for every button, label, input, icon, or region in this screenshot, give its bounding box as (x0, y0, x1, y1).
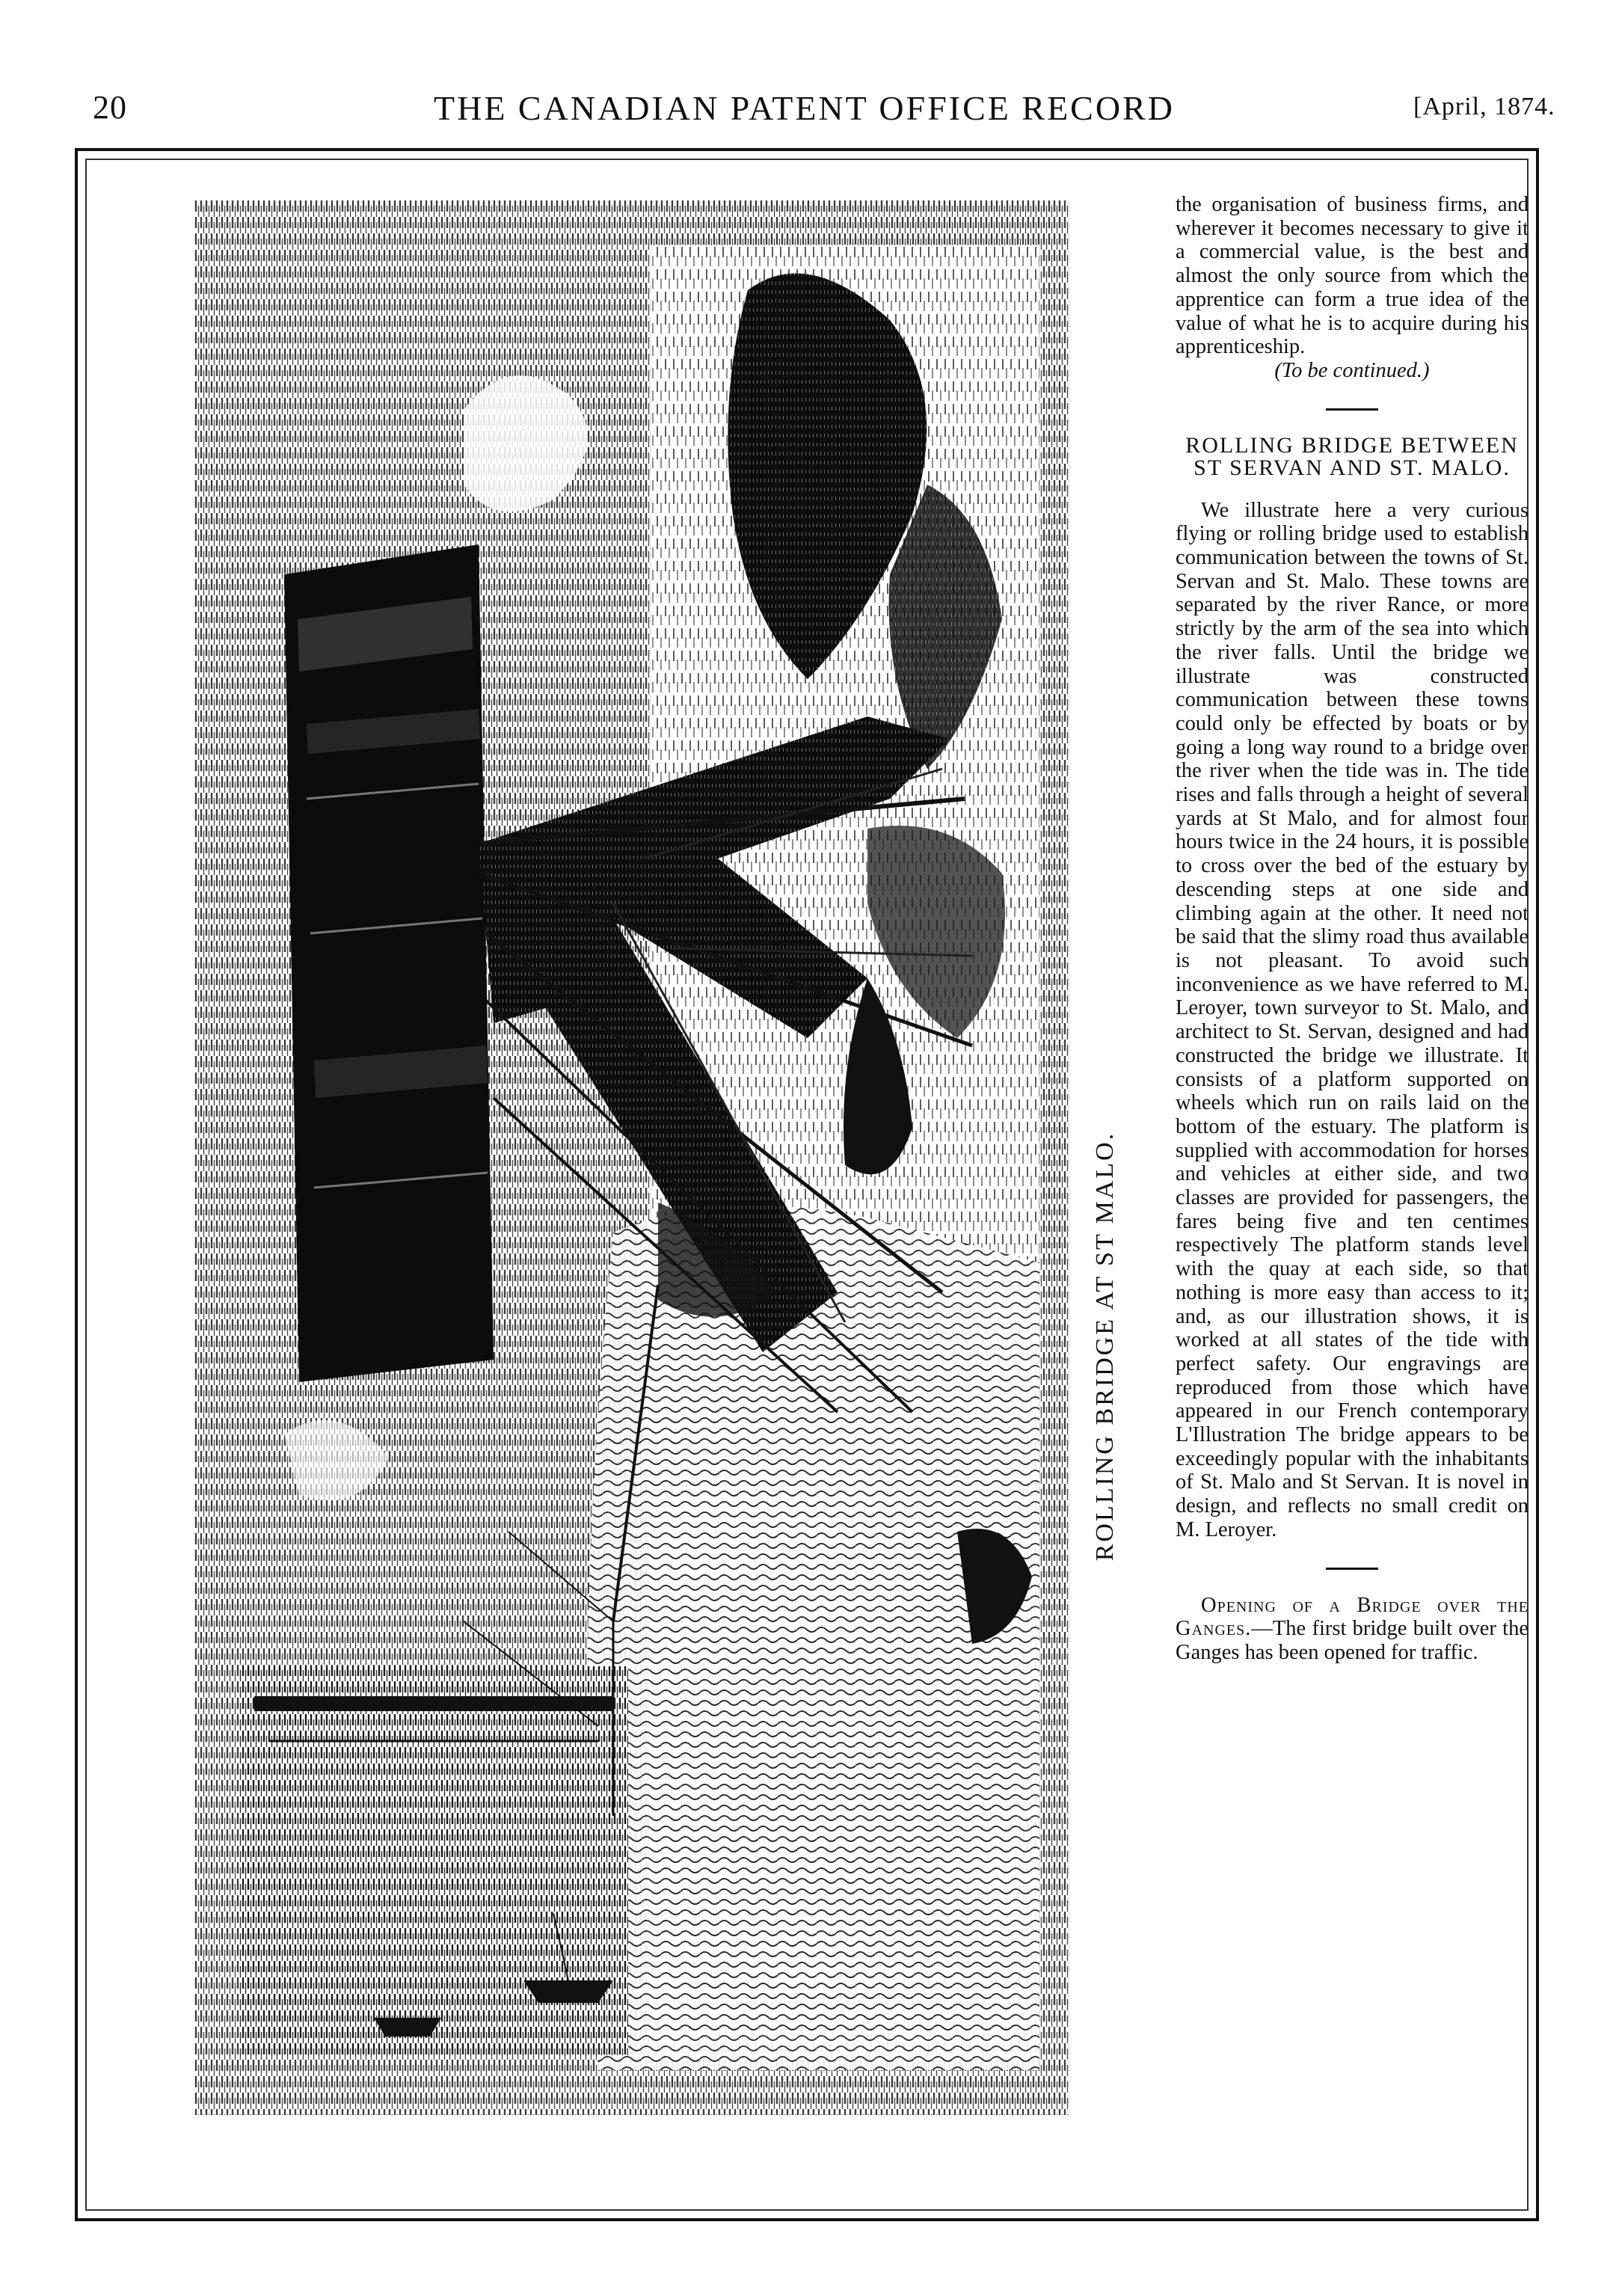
article-continuation-text: the organisation of business firms, and wherever it becomes necessary to give it a commercial value, is the best and almost the only source from which the apprentice can form a true idea of the value of what he is to acquire during his apprenticeship. (1176, 193, 1528, 359)
section-divider (1326, 1568, 1378, 1570)
news-item-lead: Opening of a Bridge over the Ganges. (1176, 1593, 1528, 1641)
illustration-caption: ROLLING BRIDGE AT ST MALO. (1091, 1131, 1119, 1562)
section-divider (1326, 408, 1378, 411)
article-heading: ROLLING BRIDGE BETWEEN ST SERVAN AND ST. MALO. (1185, 432, 1519, 480)
page-header (0, 88, 1613, 141)
issue-date: [April, 1874. (1413, 93, 1555, 120)
journal-title: THE CANADIAN PATENT OFFICE RECORD (434, 89, 1175, 127)
news-item-body: —The first bridge built over the Ganges has been opened for traffic. (1176, 1617, 1528, 1664)
page-number: 20 (93, 89, 127, 126)
illustration-caption-wrap (1083, 972, 1128, 1720)
text-column (1176, 193, 1528, 1665)
rolling-bridge-engraving (194, 200, 1069, 2115)
continued-note: (To be continued.) (1274, 358, 1430, 382)
article-body: We illustrate here a very curious flying or rolling bridge used to establish communication between the towns of St. Servan and St. Malo. These towns are separated by the river Rance, or more strictly by the arm of the sea into which the river falls. Until the bridge we illustrate was constructed communication between these towns could only be effected by boats or by going a long way round to a bridge over the river when the tide was in. The tide rises and falls through a height of several yards at St Malo, and for almost four hours twice in the 24 hours, it is possible to cross over the bed of the estuary by descending steps at one side and climbing again at the other. It need not be said that the slimy road thus available is not pleasant. To avoid such inconvenience as we have referred to M. Leroyer, town surveyor to St. Malo, and architect to St. Servan, designed and had constructed the bridge we illustrate. It consists of a platform supported on wheels which run on rails laid on the bottom of the estuary. The platform is supplied with accommodation for horses and vehicles at either side, and two classes are provided for passengers, the fares being five and ten centimes respectively The platform stands level with the quay at each side, so that nothing is more easy than access to it; and, as our illustration shows, it is worked at all states of the tide with perfect safety. Our engravings are reproduced from those which have appeared in our French contemporary L'Illustration The bridge appears to be exceedingly popular with the inhabitants of St. Malo and St Servan. It is novel in design, and reflects no small credit on M. Leroyer. (1176, 498, 1528, 1541)
news-item (1176, 1594, 1528, 1665)
bridge-deck (284, 544, 494, 1382)
